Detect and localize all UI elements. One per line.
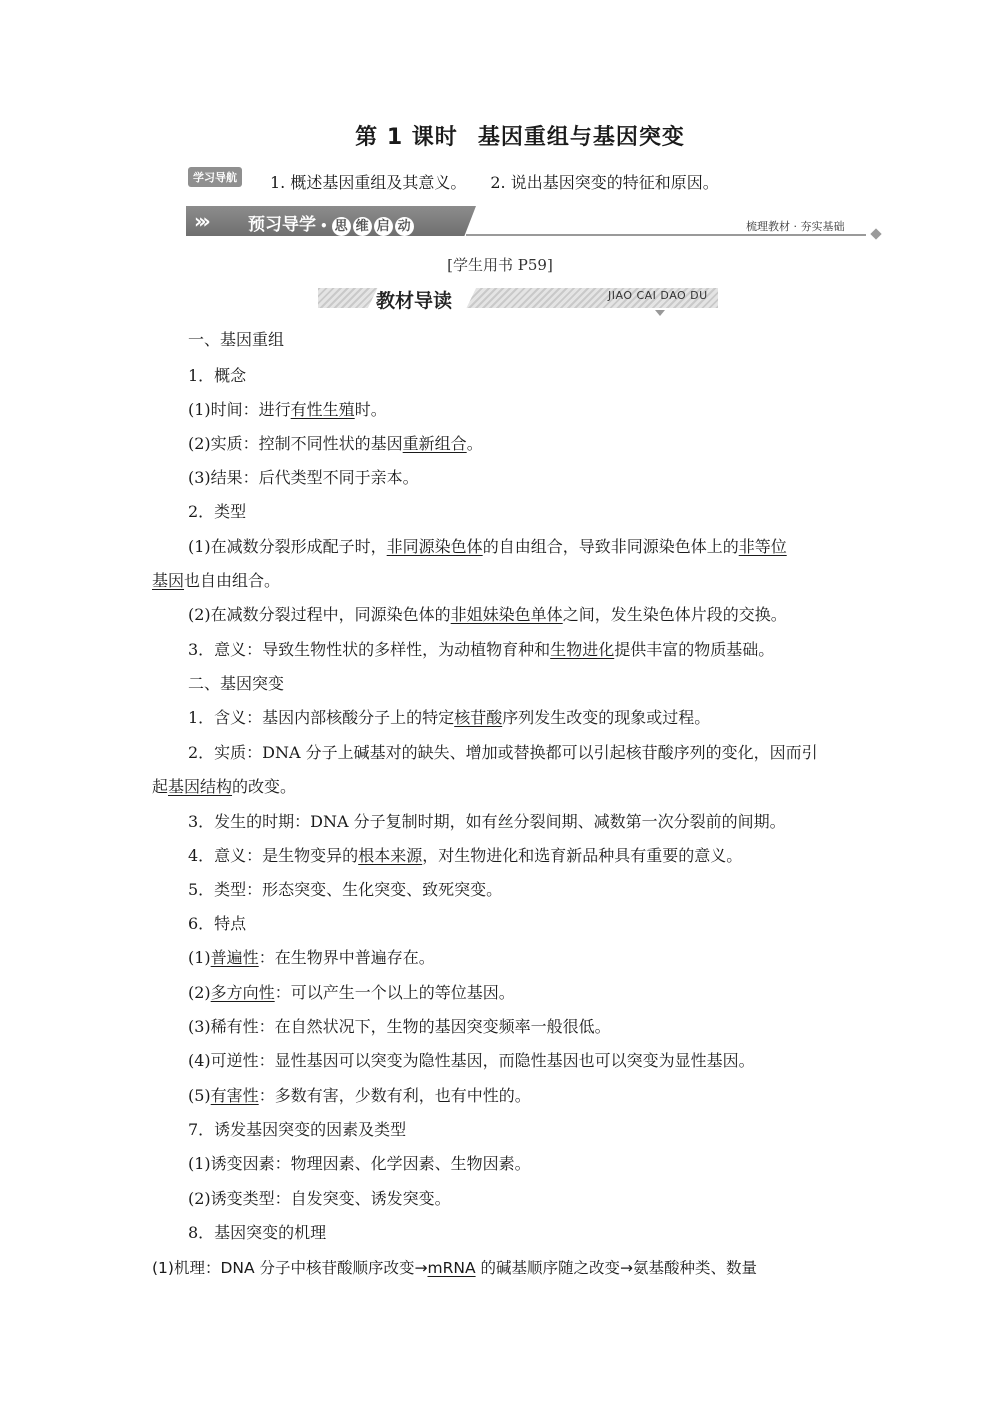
text-line: (1)在减数分裂形成配子时，非同源染色体的自由组合，导致非同源染色体上的非等位 xyxy=(188,537,787,556)
text-line: 1．含义：基因内部核酸分子上的特定核苷酸序列发生改变的现象或过程。 xyxy=(188,708,711,727)
text-line: (5)有害性：多数有害，少数有利，也有中性的。 xyxy=(188,1086,531,1105)
underlined-term: 非同源染色体 xyxy=(386,537,483,556)
triangle-down-icon xyxy=(655,310,665,316)
text-line: 基因也自由组合。 xyxy=(152,571,281,590)
heading-gene-recombination: 一、基因重组 xyxy=(188,330,285,349)
underlined-term: 重新组合 xyxy=(402,434,467,453)
banner-circle-3: 启 xyxy=(374,217,393,236)
text-line: 1．概念 xyxy=(188,366,247,385)
text-line: 3．发生的时期：DNA 分子复制时期，如有丝分裂间期、减数第一次分裂前的间期。 xyxy=(188,812,786,831)
text-line: 7．诱发基因突变的因素及类型 xyxy=(188,1120,407,1139)
text-line: (1)诱变因素：物理因素、化学因素、生物因素。 xyxy=(188,1154,531,1173)
underlined-term: 基因 xyxy=(152,571,185,590)
lesson-topic: 基因重组与基因突变 xyxy=(477,125,685,150)
section-header xyxy=(318,284,718,314)
chevron-right-icon: ››› xyxy=(194,209,207,233)
text-line: (2)在减数分裂过程中，同源染色体的非姐妹染色单体之间，发生染色体片段的交换。 xyxy=(188,605,787,624)
learning-nav-badge: 学习导航 xyxy=(188,167,242,187)
text-line: (1)时间：进行有性生殖时。 xyxy=(188,400,387,419)
text-line: 2．类型 xyxy=(188,502,247,521)
underlined-term: 生物进化 xyxy=(550,640,615,659)
heading-gene-mutation: 二、基因突变 xyxy=(188,674,285,693)
banner-left-text: 预习导学 xyxy=(248,215,316,235)
text-line: 2．实质：DNA 分子上碱基对的缺失、增加或替换都可以引起核苷酸序列的变化，因而引 xyxy=(188,743,818,762)
banner-circle-2: 维 xyxy=(353,217,372,236)
text-line: (2)多方向性：可以产生一个以上的等位基因。 xyxy=(188,983,515,1002)
underlined-term: 有性生殖 xyxy=(290,400,355,419)
goal-2: 2. 说出基因突变的特征和原因。 xyxy=(490,173,719,192)
underlined-term: 普遍性 xyxy=(210,948,259,967)
text-line: (2)诱变类型：自发突变、诱发突变。 xyxy=(188,1189,451,1208)
text-line: 3．意义：导致生物性状的多样性，为动植物育种和生物进化提供丰富的物质基础。 xyxy=(188,640,775,659)
text-line: 4．意义：是生物变异的根本来源，对生物进化和选育新品种具有重要的意义。 xyxy=(188,846,743,865)
text-line: (4)可逆性：显性基因可以突变为隐性基因，而隐性基因也可以突变为显性基因。 xyxy=(188,1051,755,1070)
underlined-term: 非姐妹染色单体 xyxy=(450,605,563,624)
underlined-term: 核苷酸 xyxy=(454,708,503,727)
underlined-term: mRNA xyxy=(427,1259,476,1277)
section-subtitle: JIAO CAI DAO DU xyxy=(608,289,708,302)
learning-navigation xyxy=(188,168,719,192)
book-reference: [学生用书 P59] xyxy=(447,256,553,274)
section-title: 教材导读 xyxy=(376,290,453,312)
underlined-term: 非等位 xyxy=(738,537,787,556)
banner-circle-1: 思 xyxy=(332,217,351,236)
text-line: (1)普遍性：在生物界中普遍存在。 xyxy=(188,948,435,967)
text-line: 起基因结构的改变。 xyxy=(152,777,297,796)
banner-rule xyxy=(466,234,866,236)
banner-label: 预习导学 • 思 维 启 动 xyxy=(248,210,416,236)
text-line: (2)实质：控制不同性状的基因重新组合。 xyxy=(188,434,483,453)
lesson-number: 第 1 课时 xyxy=(355,125,458,150)
underlined-term: 多方向性 xyxy=(210,983,275,1002)
preview-banner xyxy=(186,206,870,236)
underlined-term: 有害性 xyxy=(210,1086,259,1105)
learning-goals xyxy=(270,170,719,193)
lesson-title xyxy=(0,120,1000,151)
goal-1: 1. 概述基因重组及其意义。 xyxy=(270,173,467,192)
underlined-term: 根本来源 xyxy=(358,846,423,865)
text-line: 8．基因突变的机理 xyxy=(188,1223,327,1242)
banner-circle-4: 动 xyxy=(395,217,414,236)
text-line: (3)稀有性：在自然状况下，生物的基因突变频率一般很低。 xyxy=(188,1017,611,1036)
text-line: 5．类型：形态突变、生化突变、致死突变。 xyxy=(188,880,503,899)
diamond-icon xyxy=(870,228,881,239)
underlined-term: 基因结构 xyxy=(168,777,233,796)
text-line: 6．特点 xyxy=(188,914,247,933)
text-line: (3)结果：后代类型不同于亲本。 xyxy=(188,468,419,487)
text-line: (1)机理：DNA 分子中核苷酸顺序改变→mRNA 的碱基顺序随之改变→氨基酸种类、数量 xyxy=(152,1259,758,1277)
banner-right-text: 梳理教材 · 夯实基础 xyxy=(746,220,845,233)
